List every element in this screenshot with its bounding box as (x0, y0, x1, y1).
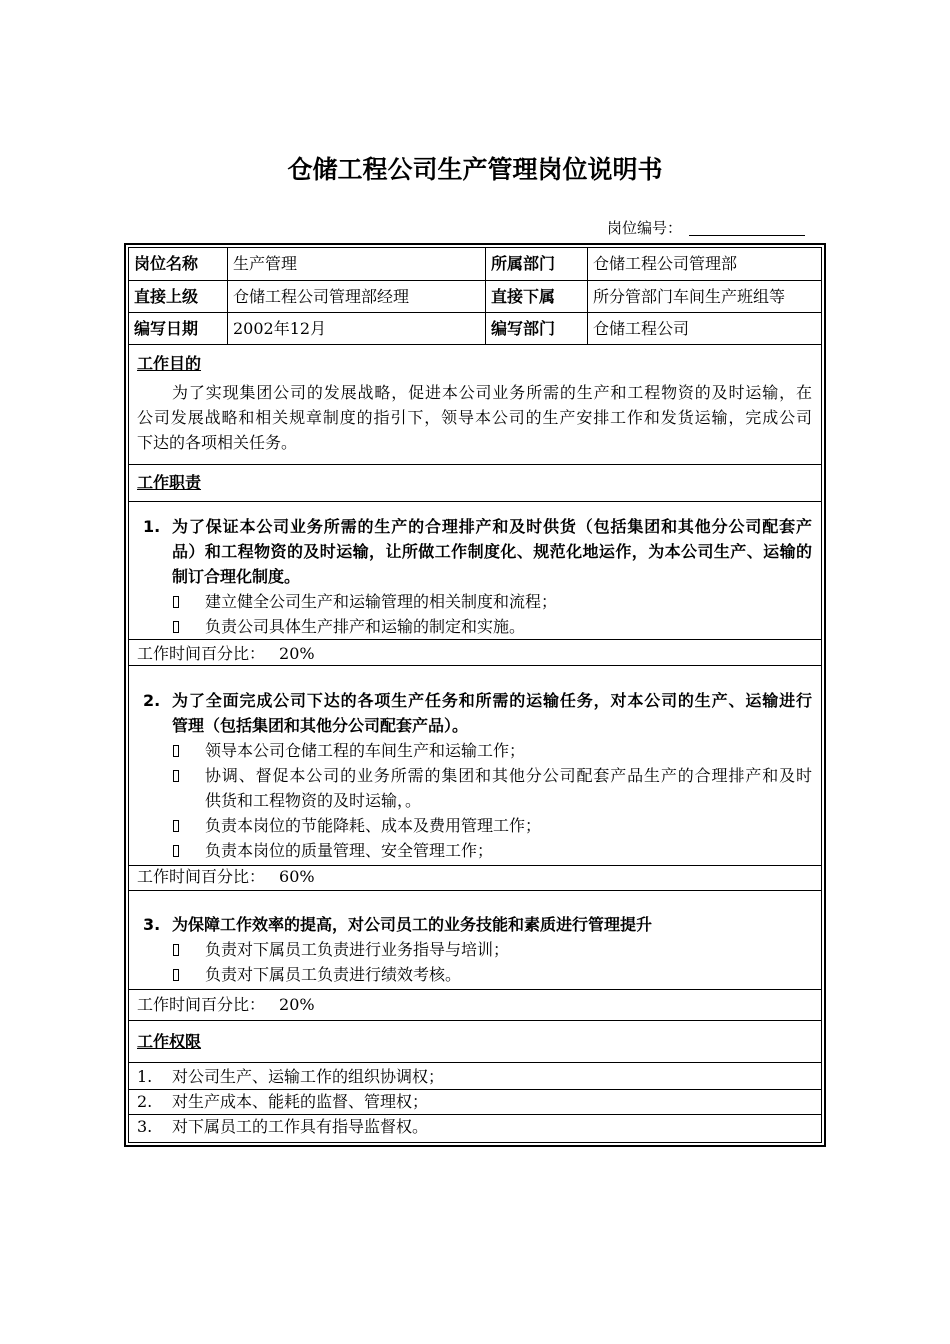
bullet-text: 负责本岗位的质量管理、安全管理工作； (205, 841, 494, 860)
item-number: 1. (143, 517, 161, 536)
bullet-text: 协调、督促本公司的业务所需的集团和其他分公司配套产品生产的合理排产和及时 (205, 766, 812, 785)
job-description-table (124, 243, 826, 1147)
responsibility-title-line: 制订合理化制度。 (172, 567, 301, 586)
bullet-text: 负责对下属员工负责进行绩效考核。 (205, 965, 462, 984)
responsibilities-heading: 工作职责 (137, 473, 202, 492)
info-row-1 (129, 248, 821, 281)
authority-item-number: 1. (137, 1067, 153, 1086)
time-percentage-label: 工作时间百分比： (137, 644, 266, 663)
purpose-heading: 工作目的 (137, 354, 202, 373)
time-percentage-row-1 (129, 640, 821, 666)
responsibility-title-line: 管理（包括集团和其他分公司配套产品）。 (172, 716, 469, 735)
bullet-item (172, 937, 812, 962)
authority-item-number: 2. (137, 1092, 153, 1111)
bullet-item (172, 962, 812, 987)
bullet-item (172, 838, 812, 863)
authority-item-number: 3. (137, 1117, 153, 1136)
responsibility-item-3 (129, 891, 821, 990)
responsibility-item-1 (129, 502, 821, 640)
time-percentage-label: 工作时间百分比： (137, 995, 266, 1014)
department-value: 仓储工程公司管理部 (593, 254, 738, 273)
purpose-line: 为了实现集团公司的发展战略，促进本公司业务所需的生产和工程物资的及时运输，在 (172, 383, 812, 402)
bullet-item (172, 614, 812, 639)
authority-item-text: 对下属员工的工作具有指导监督权。 (172, 1117, 429, 1136)
responsibility-title-line: 品）和工程物资的及时运输，让所做工作制度化、规范化地运作，为本公司生产、运输的 (172, 542, 812, 561)
responsibilities-heading-row (129, 465, 821, 502)
responsibility-title (143, 514, 812, 589)
direct-superior-label: 直接上级 (129, 281, 228, 312)
responsibility-title (143, 912, 812, 937)
bullet-icon (173, 820, 179, 832)
bullet-icon (173, 621, 179, 633)
bullet-text: 负责公司具体生产排产和运输的制定和实施。 (205, 617, 526, 636)
authority-item (129, 1115, 821, 1140)
authority-item (129, 1065, 821, 1090)
purpose-line: 下达的各项相关任务。 (137, 433, 298, 452)
bullet-icon (173, 745, 179, 757)
position-code (607, 217, 805, 239)
item-number: 3. (143, 915, 161, 934)
bullet-icon (173, 596, 179, 608)
bullet-item (172, 589, 812, 614)
position-name-label: 岗位名称 (129, 248, 228, 280)
item-number: 2. (143, 691, 161, 710)
direct-subordinate-label: 直接下属 (486, 281, 588, 312)
time-percentage-label: 工作时间百分比： (137, 867, 266, 886)
bullet-text: 领导本公司仓储工程的车间生产和运输工作； (205, 741, 526, 760)
bullet-text: 负责对下属员工负责进行业务指导与培训； (205, 940, 510, 959)
authority-item (129, 1090, 821, 1115)
time-percentage-row-2 (129, 866, 821, 891)
authority-heading-row (129, 1021, 821, 1063)
written-date-value: 2002年12月 (228, 313, 486, 344)
written-department-value: 仓储工程公司 (593, 319, 690, 338)
position-name-value: 生产管理 (228, 248, 486, 280)
written-date-label: 编写日期 (129, 313, 228, 344)
bullet-item (172, 813, 812, 838)
authority-heading: 工作权限 (137, 1032, 202, 1051)
info-row-3 (129, 313, 821, 345)
info-row-2 (129, 281, 821, 313)
responsibility-title-line: 为了全面完成公司下达的各项生产任务和所需的运输任务，对本公司的生产、运输进行 (172, 691, 812, 710)
authority-list (129, 1063, 821, 1142)
responsibility-title-line: 为保障工作效率的提高，对公司员工的业务技能和素质进行管理提升 (172, 915, 653, 934)
bullet-item (172, 738, 812, 763)
bullet-icon (173, 845, 179, 857)
responsibility-item-2 (129, 666, 821, 866)
position-code-label: 岗位编号： (607, 219, 683, 237)
bullet-text: 供货和工程物资的及时运输，。 (205, 791, 422, 810)
time-percentage-value: 20% (279, 644, 315, 663)
authority-item-text: 对公司生产、运输工作的组织协调权； (172, 1067, 445, 1086)
responsibility-title (143, 688, 812, 738)
purpose-line: 公司发展战略和相关规章制度的指引下，领导本公司的生产安排工作和发货运输，完成公司 (137, 408, 812, 427)
bullet-text: 建立健全公司生产和运输管理的相关制度和流程； (205, 592, 558, 611)
purpose-section (129, 345, 821, 465)
bullet-text: 负责本岗位的节能降耗、成本及费用管理工作； (205, 816, 542, 835)
responsibility-title-line: 为了保证本公司业务所需的生产的合理排产和及时供货（包括集团和其他分公司配套产 (172, 517, 812, 536)
time-percentage-row-3 (129, 990, 821, 1021)
purpose-paragraph (137, 380, 812, 455)
written-department-label: 编写部门 (486, 313, 588, 344)
time-percentage-value: 60% (279, 867, 315, 886)
direct-subordinate-value: 所分管部门车间生产班组等 (593, 287, 786, 306)
bullet-icon (173, 969, 179, 981)
bullet-item (172, 763, 812, 813)
bullet-icon (173, 944, 179, 956)
job-description-table-inner (128, 247, 822, 1143)
direct-superior-value: 仓储工程公司管理部经理 (228, 281, 486, 312)
position-code-blank (689, 217, 805, 236)
bullet-icon (173, 770, 179, 782)
document-title: 仓储工程公司生产管理岗位说明书 (287, 155, 663, 184)
authority-item-text: 对生产成本、能耗的监督、管理权； (172, 1092, 429, 1111)
time-percentage-value: 20% (279, 995, 315, 1014)
department-label: 所属部门 (486, 248, 588, 280)
